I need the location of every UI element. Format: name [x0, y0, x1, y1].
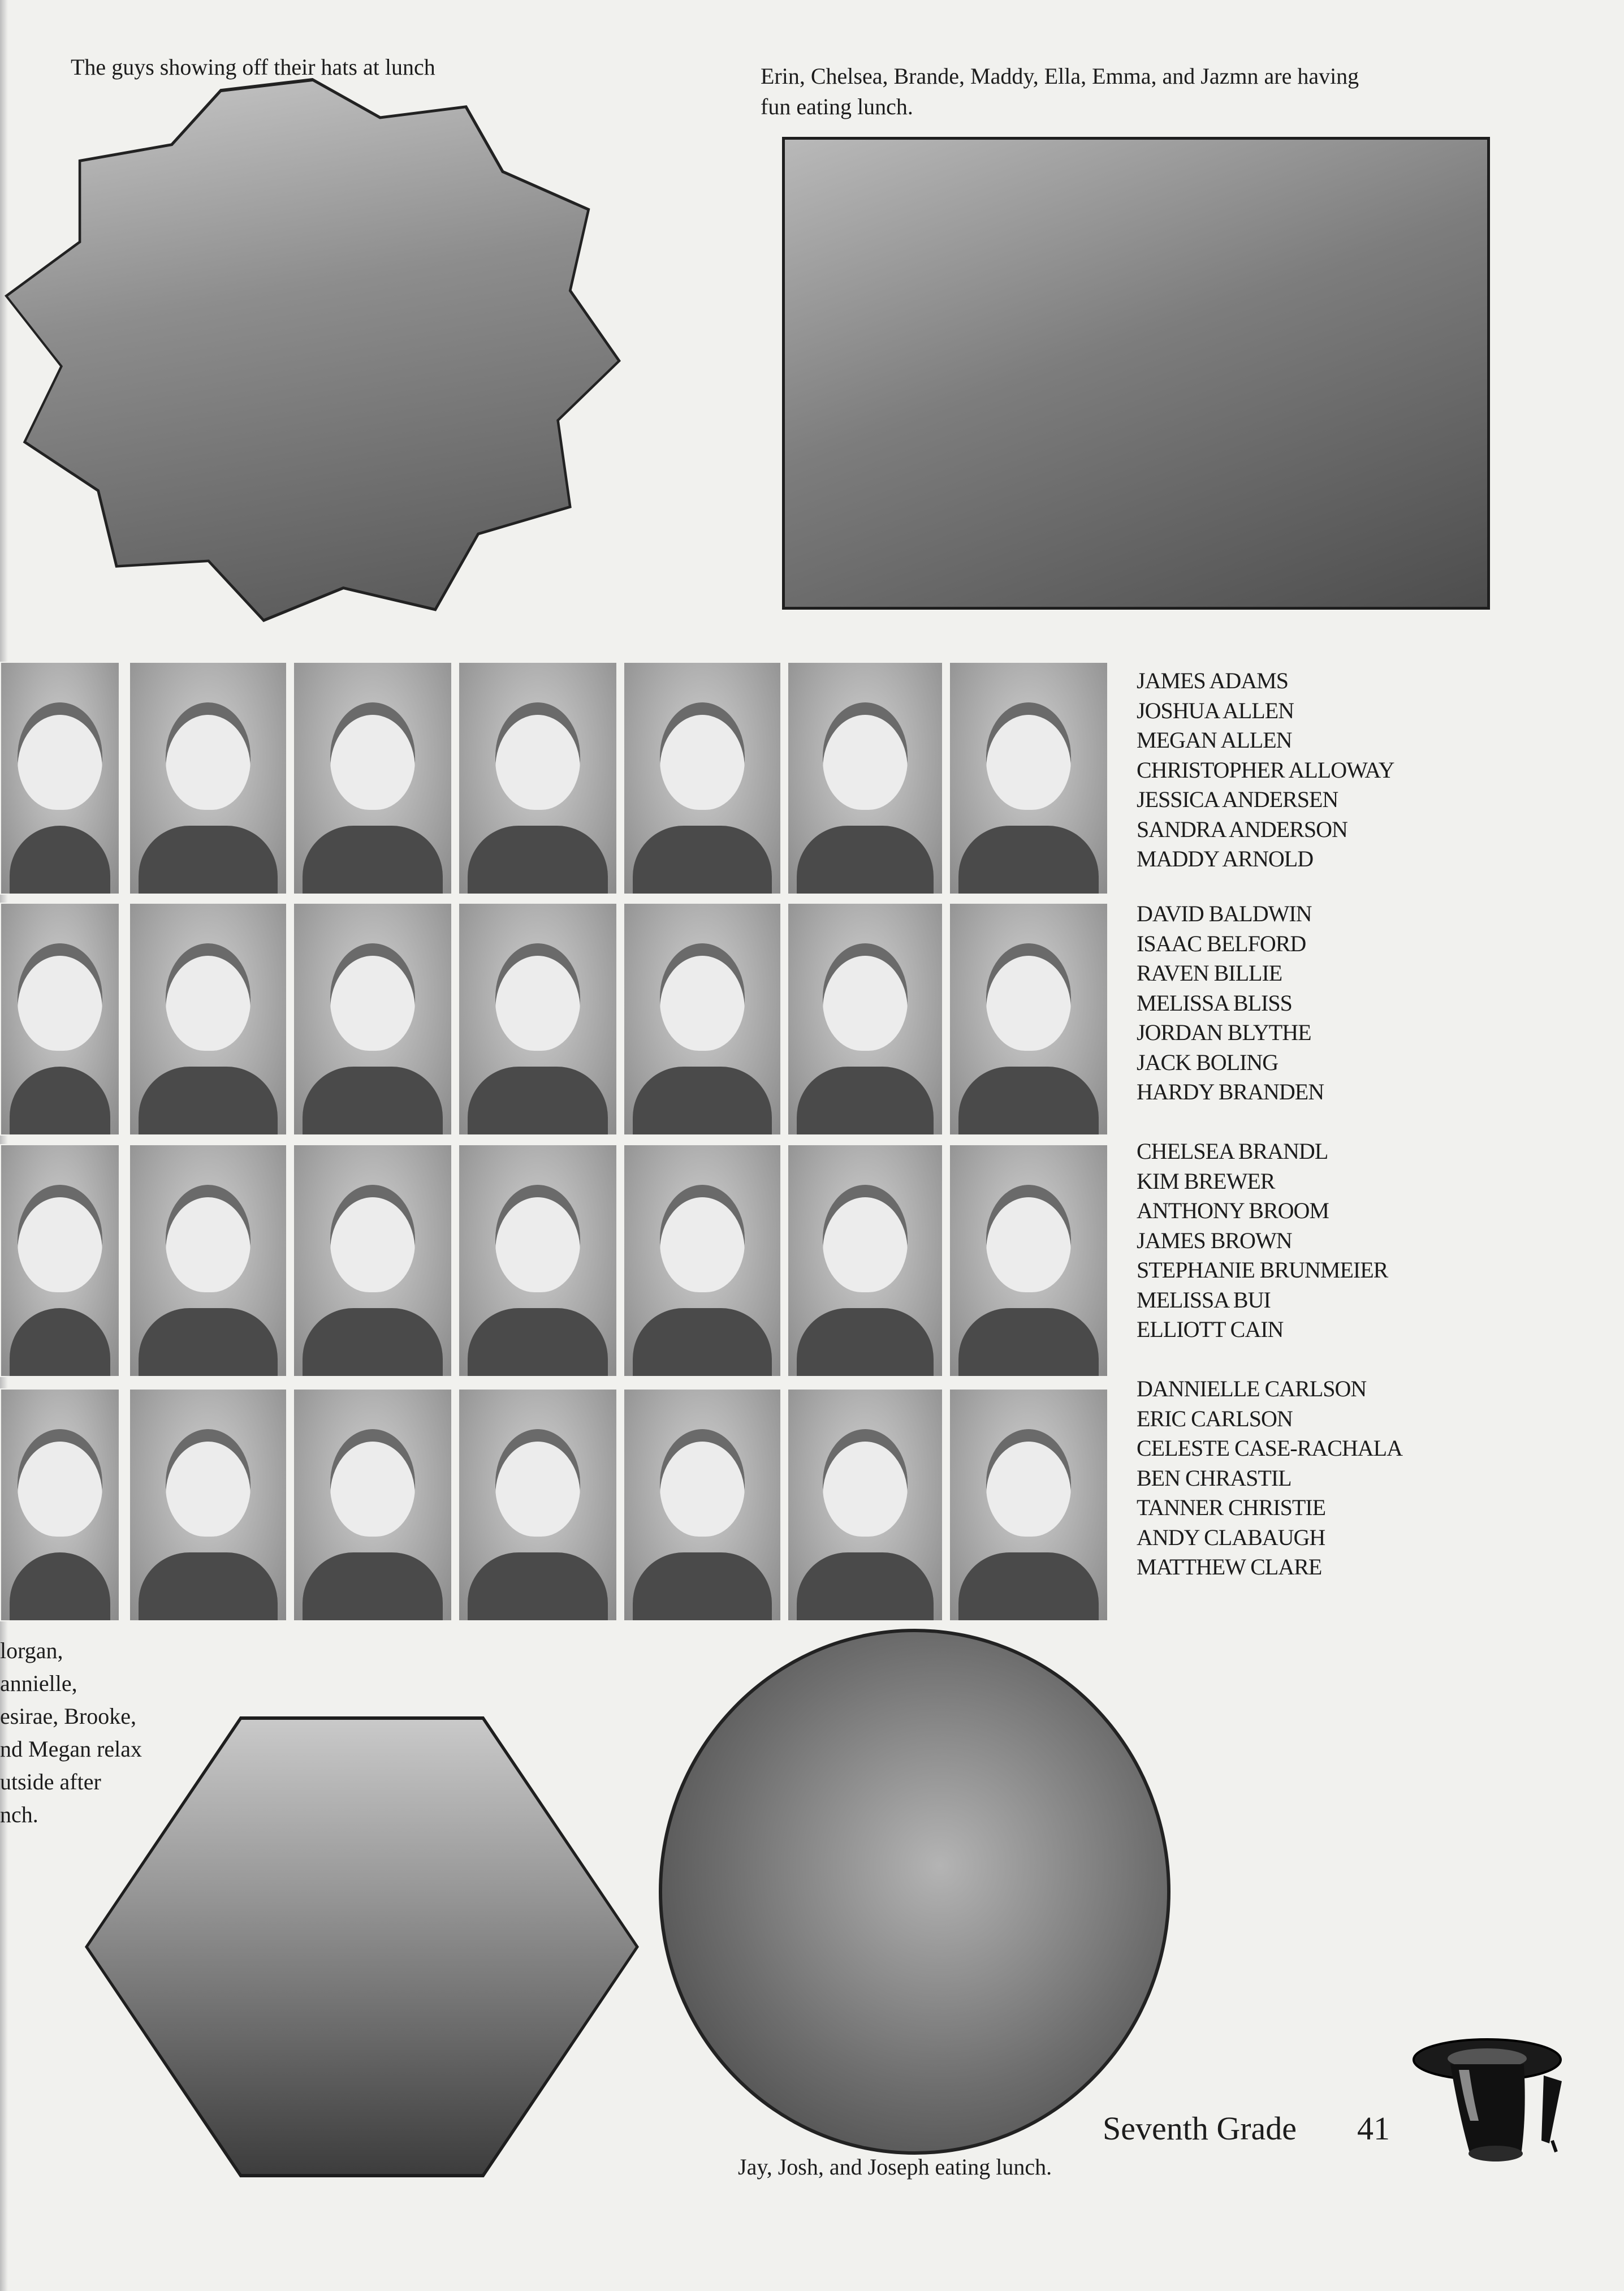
portrait-face — [986, 1185, 1071, 1292]
portrait-face — [18, 943, 102, 1051]
student-portrait — [787, 1144, 943, 1377]
student-portrait — [293, 662, 452, 895]
portrait-shoulders — [797, 1308, 934, 1376]
student-portrait — [949, 662, 1108, 895]
student-portrait — [293, 903, 452, 1136]
portrait-shoulders — [958, 1067, 1099, 1134]
relax-caption-line: esirae, Brooke, — [0, 1703, 137, 1729]
student-name: CHELSEA BRANDL — [1137, 1138, 1328, 1164]
student-portrait — [458, 1144, 617, 1377]
portrait-face — [495, 943, 580, 1051]
student-portrait — [949, 1388, 1108, 1621]
student-name: ELLIOTT CAIN — [1137, 1317, 1284, 1342]
portrait-face — [166, 1429, 250, 1537]
names-group-2 — [1137, 899, 1324, 1107]
portrait-shoulders — [633, 1552, 772, 1620]
relax-caption — [0, 1634, 142, 1831]
student-name: CELESTE CASE-RACHALA — [1137, 1435, 1402, 1461]
student-name: JAMES BROWN — [1137, 1227, 1292, 1253]
student-portrait — [129, 662, 287, 895]
relax-caption-line: nch. — [0, 1802, 38, 1827]
portrait-face — [495, 702, 580, 810]
student-name: MELISSA BLISS — [1137, 990, 1292, 1016]
student-name: DAVID BALDWIN — [1137, 901, 1312, 926]
portrait-shoulders — [797, 1552, 934, 1620]
hats-caption: The guys showing off their hats at lunch — [71, 54, 435, 80]
student-name: MELISSA BUI — [1137, 1287, 1271, 1313]
student-portrait — [623, 903, 781, 1136]
portrait-shoulders — [633, 1308, 772, 1376]
student-name: CHRISTOPHER ALLOWAY — [1137, 757, 1394, 783]
outside-photo — [88, 1720, 636, 2174]
student-name: STEPHANIE BRUNMEIER — [1137, 1257, 1388, 1283]
student-portrait — [293, 1144, 452, 1377]
portrait-face — [330, 702, 415, 810]
student-portrait — [129, 1388, 287, 1621]
student-name: ERIC CARLSON — [1137, 1405, 1293, 1431]
student-portrait — [623, 1144, 781, 1377]
student-name: SANDRA ANDERSON — [1137, 816, 1347, 842]
names-group-1 — [1137, 666, 1394, 874]
portrait-face — [986, 1429, 1071, 1537]
girls-lunch-photo — [782, 137, 1490, 610]
girls-lunch-photo-fill — [785, 140, 1487, 607]
portrait-row — [0, 1388, 1117, 1623]
student-portrait — [458, 662, 617, 895]
girls-lunch-caption — [761, 61, 1359, 122]
portrait-shoulders — [958, 1552, 1099, 1620]
student-name: BEN CHRASTIL — [1137, 1465, 1292, 1491]
student-portrait — [787, 903, 943, 1136]
student-name: ANTHONY BROOM — [1137, 1198, 1329, 1223]
portrait-row — [0, 662, 1117, 896]
relax-caption-line: nd Megan relax — [0, 1736, 142, 1762]
student-portrait — [0, 662, 120, 895]
portrait-shoulders — [303, 1552, 443, 1620]
portrait-shoulders — [797, 826, 934, 894]
boys-lunch-photo-frame — [659, 1629, 1171, 2155]
student-name: JACK BOLING — [1137, 1049, 1279, 1075]
portrait-face — [495, 1429, 580, 1537]
portrait-face — [18, 1429, 102, 1537]
portrait-face — [660, 702, 745, 810]
portrait-face — [823, 702, 908, 810]
portrait-shoulders — [468, 1308, 608, 1376]
section-label: Seventh Grade — [1103, 2110, 1297, 2147]
portrait-shoulders — [303, 1067, 443, 1134]
names-group-3 — [1137, 1137, 1388, 1345]
student-portrait — [0, 903, 120, 1136]
student-name: JESSICA ANDERSEN — [1137, 787, 1338, 812]
portrait-row — [0, 903, 1117, 1137]
portrait-face — [166, 702, 250, 810]
student-portrait — [949, 1144, 1108, 1377]
top-hat-icon — [1408, 2036, 1572, 2172]
portrait-shoulders — [139, 1552, 278, 1620]
student-portrait — [293, 1388, 452, 1621]
student-portrait — [787, 1388, 943, 1621]
student-portrait — [623, 1388, 781, 1621]
portrait-face — [18, 1185, 102, 1292]
relax-caption-line: annielle, — [0, 1671, 77, 1696]
hats-lunch-photo-frame — [5, 78, 621, 622]
student-portrait — [623, 662, 781, 895]
portrait-face — [823, 1429, 908, 1537]
portrait-face — [330, 1185, 415, 1292]
portrait-face — [986, 943, 1071, 1051]
portrait-face — [495, 1185, 580, 1292]
portrait-shoulders — [633, 826, 772, 894]
boys-lunch-caption: Jay, Josh, and Joseph eating lunch. — [738, 2154, 1052, 2180]
boys-lunch-photo — [662, 1632, 1167, 2151]
portrait-face — [166, 1185, 250, 1292]
portrait-face — [986, 702, 1071, 810]
portrait-face — [660, 1185, 745, 1292]
student-name: KIM BREWER — [1137, 1168, 1275, 1194]
student-portrait — [129, 1144, 287, 1377]
student-portrait — [129, 903, 287, 1136]
portrait-shoulders — [468, 1067, 608, 1134]
portrait-shoulders — [468, 1552, 608, 1620]
portrait-shoulders — [303, 1308, 443, 1376]
relax-caption-line: utside after — [0, 1769, 101, 1794]
portrait-shoulders — [958, 826, 1099, 894]
student-name: JAMES ADAMS — [1137, 668, 1288, 693]
portrait-face — [166, 943, 250, 1051]
student-name: DANNIELLE CARLSON — [1137, 1376, 1367, 1401]
portrait-face — [18, 702, 102, 810]
portrait-shoulders — [139, 826, 278, 894]
portrait-shoulders — [797, 1067, 934, 1134]
relax-caption-line: lorgan, — [0, 1638, 63, 1663]
portrait-face — [823, 1185, 908, 1292]
student-portrait — [0, 1144, 120, 1377]
student-portrait — [458, 1388, 617, 1621]
names-group-4 — [1137, 1374, 1402, 1582]
student-name: JOSHUA ALLEN — [1137, 697, 1294, 723]
portrait-shoulders — [139, 1067, 278, 1134]
student-portrait — [949, 903, 1108, 1136]
girls-lunch-caption-line2: fun eating lunch. — [761, 94, 913, 119]
student-name: ANDY CLABAUGH — [1137, 1524, 1325, 1550]
portrait-face — [330, 943, 415, 1051]
hats-lunch-photo — [8, 81, 617, 619]
student-name: MATTHEW CLARE — [1137, 1554, 1322, 1580]
portrait-face — [823, 943, 908, 1051]
student-name: TANNER CHRISTIE — [1137, 1495, 1326, 1520]
student-portrait — [0, 1388, 120, 1621]
student-name: JORDAN BLYTHE — [1137, 1020, 1311, 1045]
outside-photo-frame — [85, 1716, 639, 2177]
page-number: 41 — [1357, 2110, 1390, 2147]
student-portrait — [787, 662, 943, 895]
student-name: RAVEN BILLIE — [1137, 960, 1282, 986]
portrait-face — [330, 1429, 415, 1537]
portrait-shoulders — [958, 1308, 1099, 1376]
student-name: MEGAN ALLEN — [1137, 727, 1292, 753]
student-name: ISAAC BELFORD — [1137, 930, 1306, 956]
student-name: HARDY BRANDEN — [1137, 1079, 1324, 1104]
girls-lunch-caption-line1: Erin, Chelsea, Brande, Maddy, Ella, Emma, and Jazmn are having — [761, 63, 1359, 89]
portrait-face — [660, 1429, 745, 1537]
portrait-shoulders — [468, 826, 608, 894]
portrait-shoulders — [139, 1308, 278, 1376]
student-portrait — [458, 903, 617, 1136]
portrait-shoulders — [303, 826, 443, 894]
portrait-face — [660, 943, 745, 1051]
portrait-shoulders — [633, 1067, 772, 1134]
student-name: MADDY ARNOLD — [1137, 846, 1314, 871]
portrait-row — [0, 1144, 1117, 1379]
